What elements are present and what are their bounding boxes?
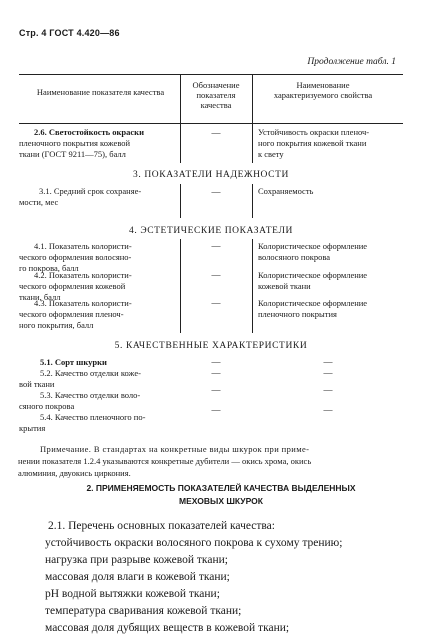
row-5-1-symbol: — bbox=[211, 357, 221, 367]
row-4-3-property: Колористическое оформление пленочного покрытия bbox=[258, 298, 368, 319]
row-4-3-name: 4.3. Показатель колористи- ческого оформления пленоч- ного покрытия, балл bbox=[19, 298, 132, 330]
row-5-4-symbol: — bbox=[211, 405, 221, 415]
table-top-border bbox=[19, 74, 403, 75]
divider-section-3-b bbox=[252, 184, 253, 218]
divider-row-2-6-b bbox=[252, 123, 253, 163]
row-3-1-property: Сохраняемость bbox=[258, 186, 314, 196]
list-item: 2.1. Перечень основных показателей качества: bbox=[48, 520, 275, 532]
row-5-3-symbol: — bbox=[211, 385, 221, 395]
row-3-1-symbol: — bbox=[211, 187, 221, 197]
list-item: массовая доля влаги в кожевой ткани; bbox=[45, 571, 230, 583]
section-4-title: 4. ЭСТЕТИЧЕСКИЕ ПОКАЗАТЕЛИ bbox=[129, 226, 293, 236]
row-5-2-name: 5.2. Качество отделки коже- вой ткани bbox=[19, 368, 141, 389]
table-note: Примечание. В стандартах на конкретные виды шкурок при приме- нении показателя 1.2.4 указываются конкретные дубители — окись хрома, окись алюминия, двуокись циркония. bbox=[18, 444, 312, 478]
row-4-1-property: Колористическое оформление волосяного покрова bbox=[258, 241, 368, 262]
list-item: устойчивость окраски волосяного покрова к сухому трению; bbox=[45, 537, 343, 549]
row-2-6-property: Устойчивость окраски пленоч- ного покрытия кожевой ткани к свету bbox=[258, 127, 370, 159]
section-2-title: 2. ПРИМЕНЯЕМОСТЬ ПОКАЗАТЕЛЕЙ КАЧЕСТВА ВЫДЕЛЕННЫХ МЕХОВЫХ ШКУРОК bbox=[86, 483, 356, 506]
row-5-2-symbol: — bbox=[211, 368, 221, 378]
row-3-1-name: 3.1. Средний срок сохраняе- мости, мес bbox=[19, 186, 142, 207]
divider-row-2-6-a bbox=[180, 123, 181, 163]
row-2-6-name: 2.6. Светостойкость окраски пленочного покрытия кожевой ткани (ГОСТ 9211—75), балл bbox=[19, 127, 144, 159]
row-5-3-name: 5.3. Качество отделки воло- сяного покрова bbox=[19, 390, 141, 411]
row-5-1-name: 5.1. Сорт шкурки bbox=[40, 357, 107, 367]
row-4-2-symbol: — bbox=[211, 270, 221, 280]
list-item: температура сваривания кожевой ткани; bbox=[45, 605, 242, 617]
page-header: Стр. 4 ГОСТ 4.420—86 bbox=[19, 28, 120, 38]
column-header-name: Наименование показателя качества bbox=[36, 87, 165, 97]
row-5-1-property: — bbox=[323, 357, 333, 367]
column-divider-1 bbox=[180, 74, 181, 123]
row-5-3-property: — bbox=[323, 385, 333, 395]
section-2-list bbox=[45, 518, 418, 637]
row-4-2-property: Колористическое оформление кожевой ткани bbox=[258, 270, 368, 291]
list-item: массовая доля дубящих веществ в кожевой ткани; bbox=[45, 622, 290, 634]
section-5-title: 5. КАЧЕСТВЕННЫЕ ХАРАКТЕРИСТИКИ bbox=[114, 341, 308, 351]
row-5-2-property: — bbox=[323, 368, 333, 378]
row-4-1-name: 4.1. Показатель колористи- ческого оформления волосяно- го покрова, балл bbox=[19, 241, 132, 273]
column-divider-2 bbox=[252, 74, 253, 123]
row-4-2-name: 4.2. Показатель колористи- ческого оформления кожевой ткани, балл bbox=[19, 270, 132, 302]
column-header-symbol: Обозначение показателя качества bbox=[192, 80, 240, 110]
row-2-6-symbol: — bbox=[211, 128, 221, 138]
list-item: нагрузка при разрыве кожевой ткани; bbox=[45, 554, 228, 566]
list-item: pH водной вытяжки кожевой ткани; bbox=[45, 588, 220, 600]
divider-section-4-b bbox=[252, 239, 253, 333]
divider-section-3-a bbox=[180, 184, 181, 218]
continuation-label: Продолжение табл. 1 bbox=[307, 57, 396, 67]
table-header-border bbox=[19, 123, 403, 124]
row-5-4-name: 5.4. Качество пленочного по- крытия bbox=[19, 412, 146, 433]
column-header-property: Наименование характеризуемого свойства bbox=[273, 80, 373, 100]
row-4-3-symbol: — bbox=[211, 298, 221, 308]
divider-section-4-a bbox=[180, 239, 181, 333]
section-3-title: 3. ПОКАЗАТЕЛИ НАДЕЖНОСТИ bbox=[133, 170, 289, 180]
row-5-4-property: — bbox=[323, 405, 333, 415]
row-4-1-symbol: — bbox=[211, 241, 221, 251]
